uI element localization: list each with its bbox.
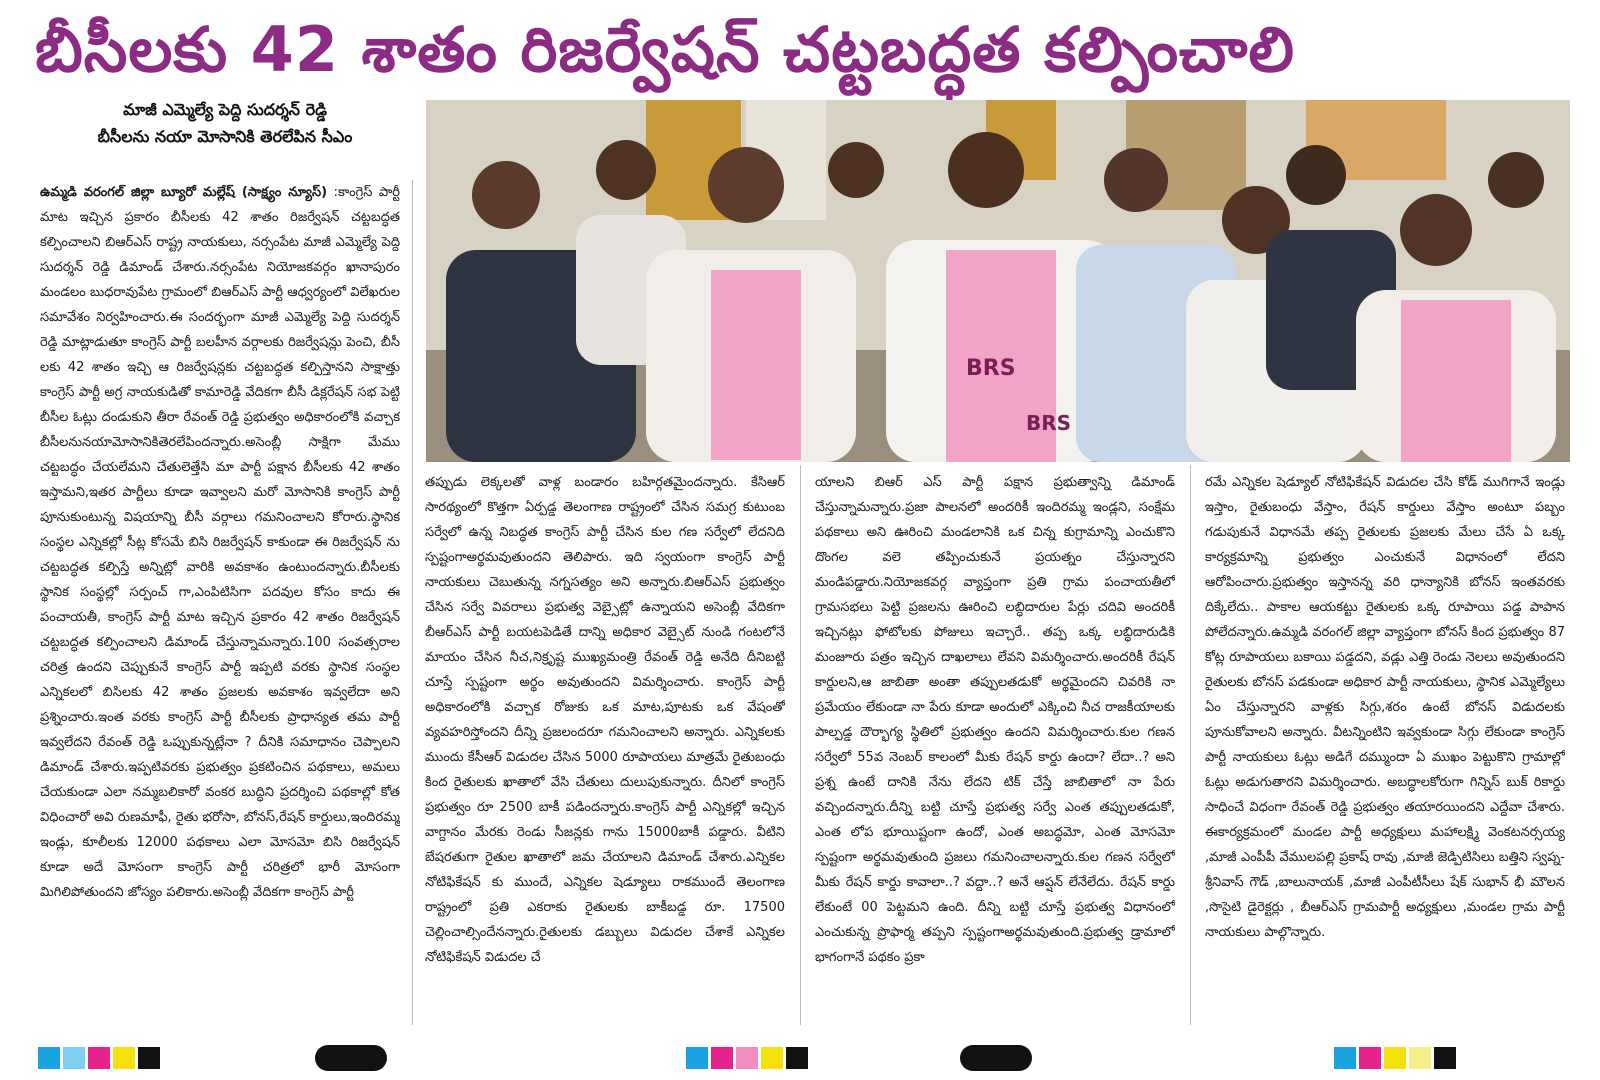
swatch-black [786,1047,808,1069]
article-text-1: :కాంగ్రెస్ పార్టీ మాట ఇచ్చిన ప్రకారం బీసీలకు 42 శాతం రిజర్వేషన్ చట్టబద్ధత కల్పించాలని బిఆర్ఎస్ రాష్ట్ర నాయకులు, నర్సంపేట మాజీ ఎమ్మెల్యే పెద్ది సుదర్శన్ రెడ్డి డిమాండ్ చేశారు.నర్సంపేట నియోజకవర్గం ఖానాపురం మండలం బుధరావుపేట గ్రామంలో బిఆర్ఎస్ పార్టీ ఆధ్వర్యంలో విలేఖరుల సమావేశం నిర్వహించారు.ఈ సందర్భంగా మాజీ ఎమ్మెల్యే పెద్ది సుదర్శన్ రెడ్డి మాట్లాడుతూ కాంగ్రెస్ పార్టీ బలహీన వర్గాలకు రిజర్వేషన్లు పెంచి, బీసీ లకు 42 శాతం ఇచ్చి ఆ రిజర్వేషన్లకు చట్టబద్ధత కల్పిస్తానని సాక్షాత్తు కాంగ్రెస్ పార్టీ అగ్ర నాయకుడితో కామారెడ్డి వేదికగా బీసీ డిక్లరేషన్ సభ పెట్టి బీసీల ఓట్లు దండుకుని తీరా రేవంత్ రెడ్డి ప్రభుత్వం అధికారంలోకి వచ్చాక బీసీలనునయామోసానికితెరలేపిందన్నారు.అసెంబ్లీ సాక్షిగా మేము చట్టబద్ధం చేయలేమని చేతులెత్తేసి మా పార్టీ పక్షాన బీసీలకు 42 శాతం ఇస్తామని,ఇతర పార్టీలు కూడా ఇవ్వాలని మరో మోసానికి కాంగ్రెస్ పార్టీ పూనుకుంటున్న విషయాన్ని బీసీ వర్గాలు గమనించాలని కోరారు.స్థానిక సంస్థల ఎన్నికల్లో సీట్ల కోసమే బిసి రిజర్వేషన్ కాకుండా ఈ రిజర్వేషన్ ను చట్టబద్ధత కల్పిస్తే అన్నిట్లో వారికి అవకాశం ఉంటుందన్నారు.బీసీలకు స్థానిక సంస్థల్లో సర్పంచ్ గా,ఎంపిటిసిగా పదవుల కోసం కాదు ఈ పంచాయతీ, కాంగ్రెస్ పార్టీ మాట ఇచ్చిన ప్రకారం 42 శాతం రిజర్వేషన్ చట్టబద్ధత కల్పించాలని డిమాండ్ చేస్తున్నామన్నారు.100 సంవత్సరాల చరిత్ర ఉందని చెప్పుకునే కాంగ్రెస్ పార్టీ ఇప్పటి వరకు స్థానిక సంస్థల ఎన్నికలలో బిసిలకు 42 శాతం ప్రజలకు అవకాశం ఇవ్వలేదా అని ప్రశ్నించారు.ఇంత వరకు కాంగ్రెస్ పార్టీ బీసీలకు ప్రాధాన్యత తమ పార్టీ ఇవ్వలేదని రేవంత్ రెడ్డి ఒప్పుకున్నట్లేనా ? దీనికి సమాధానం చెప్పాలని డిమాండ్ చేశారు.ఇప్పటివరకు ప్రభుత్వం ప్రకటించిన పథకాలు, అమలు చేయకుండా ఎలా నమ్మబలికారో వంకర బుద్ధిని ప్రదర్శించి పథకాల్లో కోత విధించారో అవి రుణమాఫీ, రైతు భరోసా, బోనస్,రేషన్ కార్డులు,ఇందిరమ్మ ఇండ్లు, కూలీలకు 12000 పథకాలు ఎలా మోసమో బిసి రిజర్వేషన్ కూడా అదే మోసంగా కాంగ్రెస్ పార్టీ చరిత్రలో భారీ మోసంగా మిగిలిపోతుందని జోస్యం పలికారు.అసెంబ్లీ వేదికగా కాంగ్రెస్ పార్టీ [40,185,400,900]
registration-marks-center [686,1047,808,1069]
news-photo [426,100,1570,462]
swatch-pink [736,1047,758,1069]
swatch-yellow [113,1047,135,1069]
article-column-3: యాలని బిఆర్ ఎస్ పార్టీ పక్షాన ప్రభుత్వాన్ని డిమాండ్ చేస్తున్నామన్నారు.ప్రజా పాలనలో అందరికీ ఇందిరమ్మ ఇండ్లని, సంక్షేమ పథకాలు అని ఊరించి మండలానికి ఒక చిన్న కుగ్రామాన్ని ఎంచుకొని దొంగల వలె తప్పించుకునే ప్రయత్నం చేస్తున్నారని మండిపడ్డారు.నియోజకవర్గ వ్యాప్తంగా ప్రతి గ్రామ పంచాయతీలో గ్రామసభలు పెట్టి ప్రజలను ఊరించి లబ్ధిదారుల పేర్లు చదివి అందరికీ ఇచ్చినట్లు ఫోటోలకు పోజులు ఇచ్చారే.. తప్ప ఒక్క లబ్ధిదారుడికి మంజూరు పత్రం ఇచ్చిన దాఖలాలు లేవని విమర్శించారు.అందరికీ రేషన్ కార్డులని,ఆ జాబితా అంతా తప్పులతడుకో అర్థమైందని చివరికి నా ప్రమేయం లేకుండా నా పేరు కూడా అందులో ఎక్కించి నీచ రాజకీయాలకు పాల్పడ్డ దౌర్భాగ్య స్థితిలో ప్రభుత్వం ఉందని విమర్శించారు.కుల గణన సర్వేలో 55వ నెంబర్ కాలంలో మీకు రేషన్ కార్డు ఉందా? లేదా..? అని ప్రశ్న ఉంటే దానికి నేను లేదని టిక్ చేస్తే జాబితాలో నా పేరు వచ్చిందన్నారు.దీన్ని బట్టి చూస్తే ప్రభుత్వ సర్వే ఎంత తప్పులతడుకో, ఎంత లోప భూయిష్టంగా ఉందో, ఎంత అబద్ధమో, ఎంత మోసమో స్పష్టంగా అర్థమవుతుంది ప్రజలు గమనించాలన్నారు.కుల గణన సర్వేలో మీకు రేషన్ కార్డు కావాలా..? వద్దా..? అనే ఆప్షన్ లేనేలేదు. రేషన్ కార్డు లేకుంటే 00 పెట్టమని ఉంది. దీన్ని బట్టి చూస్తే ప్రభుత్వ విధానంలో ఎంచుకున్న ప్రొఫార్మ తప్పని స్పష్టంగాఅర్థమవుతుంది.ప్రభుత్వ డ్రామాలో భాగంగానే పథకం ప్రకా [815,475,1175,965]
column-rule [800,465,801,1025]
swatch-black [1434,1047,1456,1069]
article-column-2: తప్పుడు లెక్కలతో వాళ్ల బండారం బహిర్గతమైందన్నారు. కేసిఆర్ సారథ్యంలో కొత్తగా ఏర్పడ్డ తెలంగాణ రాష్ట్రంలో చేసిన సమగ్ర కుటుంబ సర్వేలో ఉన్న నిబద్ధత కాంగ్రెస్ పార్టీ చేసిన కుల గణ సర్వేలో లేదనిది స్పష్టంగాఅర్థమవుతుందని తెలిపారు. ఇది స్వయంగా కాంగ్రెస్ పార్టీ నాయకులు చెబుతున్న నగ్నసత్యం అని అన్నారు.బిఆర్ఎస్ ప్రభుత్వం చేసిన సర్వే వివరాలు ప్రభుత్వ వెబ్సైట్లో ఉన్నాయని అసెంబ్లీ వేదికగా బీఆర్ఎస్ పార్టీ బయటపెడితే దాన్ని అధికార వెబ్సైట్ నుండి గంటలోనే మాయం చేసిన నీచ,నిక్రృష్ట ముఖ్యమంత్రి రేవంత్ రెడ్డి అనేది దీనిబట్టి చూస్తే స్పష్టంగా అర్థం అవుతుందని విమర్శించారు. కాంగ్రెస్ పార్టీ అధికారంలోకి వచ్చాక రోజుకు ఒక మాట,పూటకు ఒక వేషంతో వ్యవహరిస్తోందని దీన్ని ప్రజలందరూ గమనించాలని అన్నారు. ఎన్నికలకు ముందు కేసీఆర్ విడుదల చేసిన 5000 రూపాయలు మాత్రమే రైతుబంధు కింద రైతులకు ఖాతాలో వేసి చేతులు దులుపుకున్నారు. దీనిలో కాంగ్రెస్ ప్రభుత్వం రూ 2500 బాకీ పడిందన్నారు.కాంగ్రెస్ పార్టీ ఎన్నికల్లో ఇచ్చిన వాగ్దానం మేరకు రెండు సీజన్లకు గాను 15000బాకీ పడ్డారు. వీటిని బేషరతుగా రైతుల ఖాతాలో జమ చేయాలని డిమాండ్ చేశారు.ఎన్నికల నోటిఫికేషన్ కు ముందే, ఎన్నికల షెడ్యూలు రాకముందే తెలంగాణ రాష్ట్రంలో ప్రతి ఎకరాకు రైతులకు బాకీబడ్డ రూ. 17500 చెల్లించాల్సిందేనన్నారు.రైతులకు డబ్బులు విడుదల చేశాకే ఎన్నికల నోటిఫికేషన్ విడుదల చే [425,475,785,965]
dateline: ఉమ్మడి వరంగల్ జిల్లా బ్యూరో మల్లేష్ (సాక్ష్యం న్యూస్) [40,185,328,200]
article-column-4: రమే ఎన్నికల షెడ్యూల్ నోటిఫికేషన్ విడుదల చేసి కోడ్ ముగిగానే ఇండ్లు ఇస్తాం, రైతుబంధు వేస్తాం, రేషన్ కార్డులు వేస్తాం అంటూ పబ్బం గడుపుకునే విధానమే తప్ప రైతులకు ప్రజలకు మేలు చేసే ఏ ఒక్క కార్యక్రమాన్ని ప్రభుత్వం ఎంచుకునే విధానంలో లేదని ఆరోపించారు.ప్రభుత్వం ఇస్తానన్న వరి ధాన్యానికి బోనస్ ఇంతవరకు దిక్కేలేదు.. పాకాల ఆయకట్టు రైతులకు ఒక్క రూపాయి పడ్డ పాపాన పోలేదన్నారు.ఉమ్మడి వరంగల్ జిల్లా వ్యాప్తంగా బోనస్ కింద ప్రభుత్వం 87 కోట్ల రూపాయలు బకాయి పడ్డదని, వడ్లు ఎత్తి రెండు నెలలు అవుతుందని రైతులకు బోనస్ పడకుండా అధికార పార్టీ నాయకులు, స్థానిక ఎమ్మెల్యేలు ఏం చేస్తున్నారని వాళ్లకు సిగ్గు,శరం ఉంటే బోనస్ విడుదలకు పూనుకోవాలని అన్నారు. వీటన్నింటిని ఇవ్వకుండా సిగ్గు లేకుండా కాంగ్రెస్ పార్టీ నాయకులు ఓట్లు అడిగే దమ్ముందా ఏ ముఖం పెట్టుకొని గ్రామాల్లో ఓట్లు అడుగుతారని విమర్శించారు. అబద్ధాలకోరుగా గిన్నిస్ బుక్ రికార్డు సాధించే విధంగా రేవంత్ రెడ్డి ప్రభుత్వం తయారయిందని ఎద్దేవా చేశారు. ఈకార్యక్రమంలో మండల పార్టీ అధ్యక్షులు మహాలక్ష్మి వెంకటనర్సయ్య ,మాజీ ఎంపీపీ వేములపల్లి ప్రకాష్ రావు ,మాజీ జెడ్పిటిసిలు బత్తిని స్వప్న-శ్రీనివాస్ గౌడ్ ,బాలునాయక్ ,మాజీ ఎంపీటీసీలు షేక్ సుభాన్ భీ మౌలన ,సొసైటి డైరెక్టర్లు , బీఆర్ఎస్ గ్రామపార్టీ అధ్యక్షులు ,మండల గ్రామ పార్టీ నాయకులు పాల్గొన్నారు. [1205,475,1565,940]
subhead-claim: బీసీలను నయా మోసానికి తెరలేపిన సీఎం [97,127,353,146]
column-rule [412,180,413,1025]
subhead-speaker: మాజీ ఎమ్మెల్యే పెద్ది సుదర్శన్ రెడ్డి [123,100,327,119]
registration-marks-left [38,1047,160,1069]
registration-pill-right [960,1045,1032,1071]
registration-marks-right [1334,1047,1456,1069]
headline: బీసీలకు 42 శాతం రిజర్వేషన్ చట్టబద్ధత కల్పించాలి [35,13,1295,86]
scarf-logo-left: BRS [966,356,1016,381]
article-column-1 [40,180,400,1020]
swatch-magenta [88,1047,110,1069]
swatch-cyan [686,1047,708,1069]
swatch-light-cyan [63,1047,85,1069]
swatch-magenta [711,1047,733,1069]
swatch-cyan [38,1047,60,1069]
scarf-logo-right: BRS [1026,411,1072,435]
swatch-yellow [761,1047,783,1069]
column-rule [1190,465,1191,1025]
swatch-cyan [1334,1047,1356,1069]
swatch-magenta [1359,1047,1381,1069]
registration-pill-left [315,1045,387,1071]
swatch-yellow [1384,1047,1406,1069]
swatch-light-yellow [1409,1047,1431,1069]
swatch-black [138,1047,160,1069]
